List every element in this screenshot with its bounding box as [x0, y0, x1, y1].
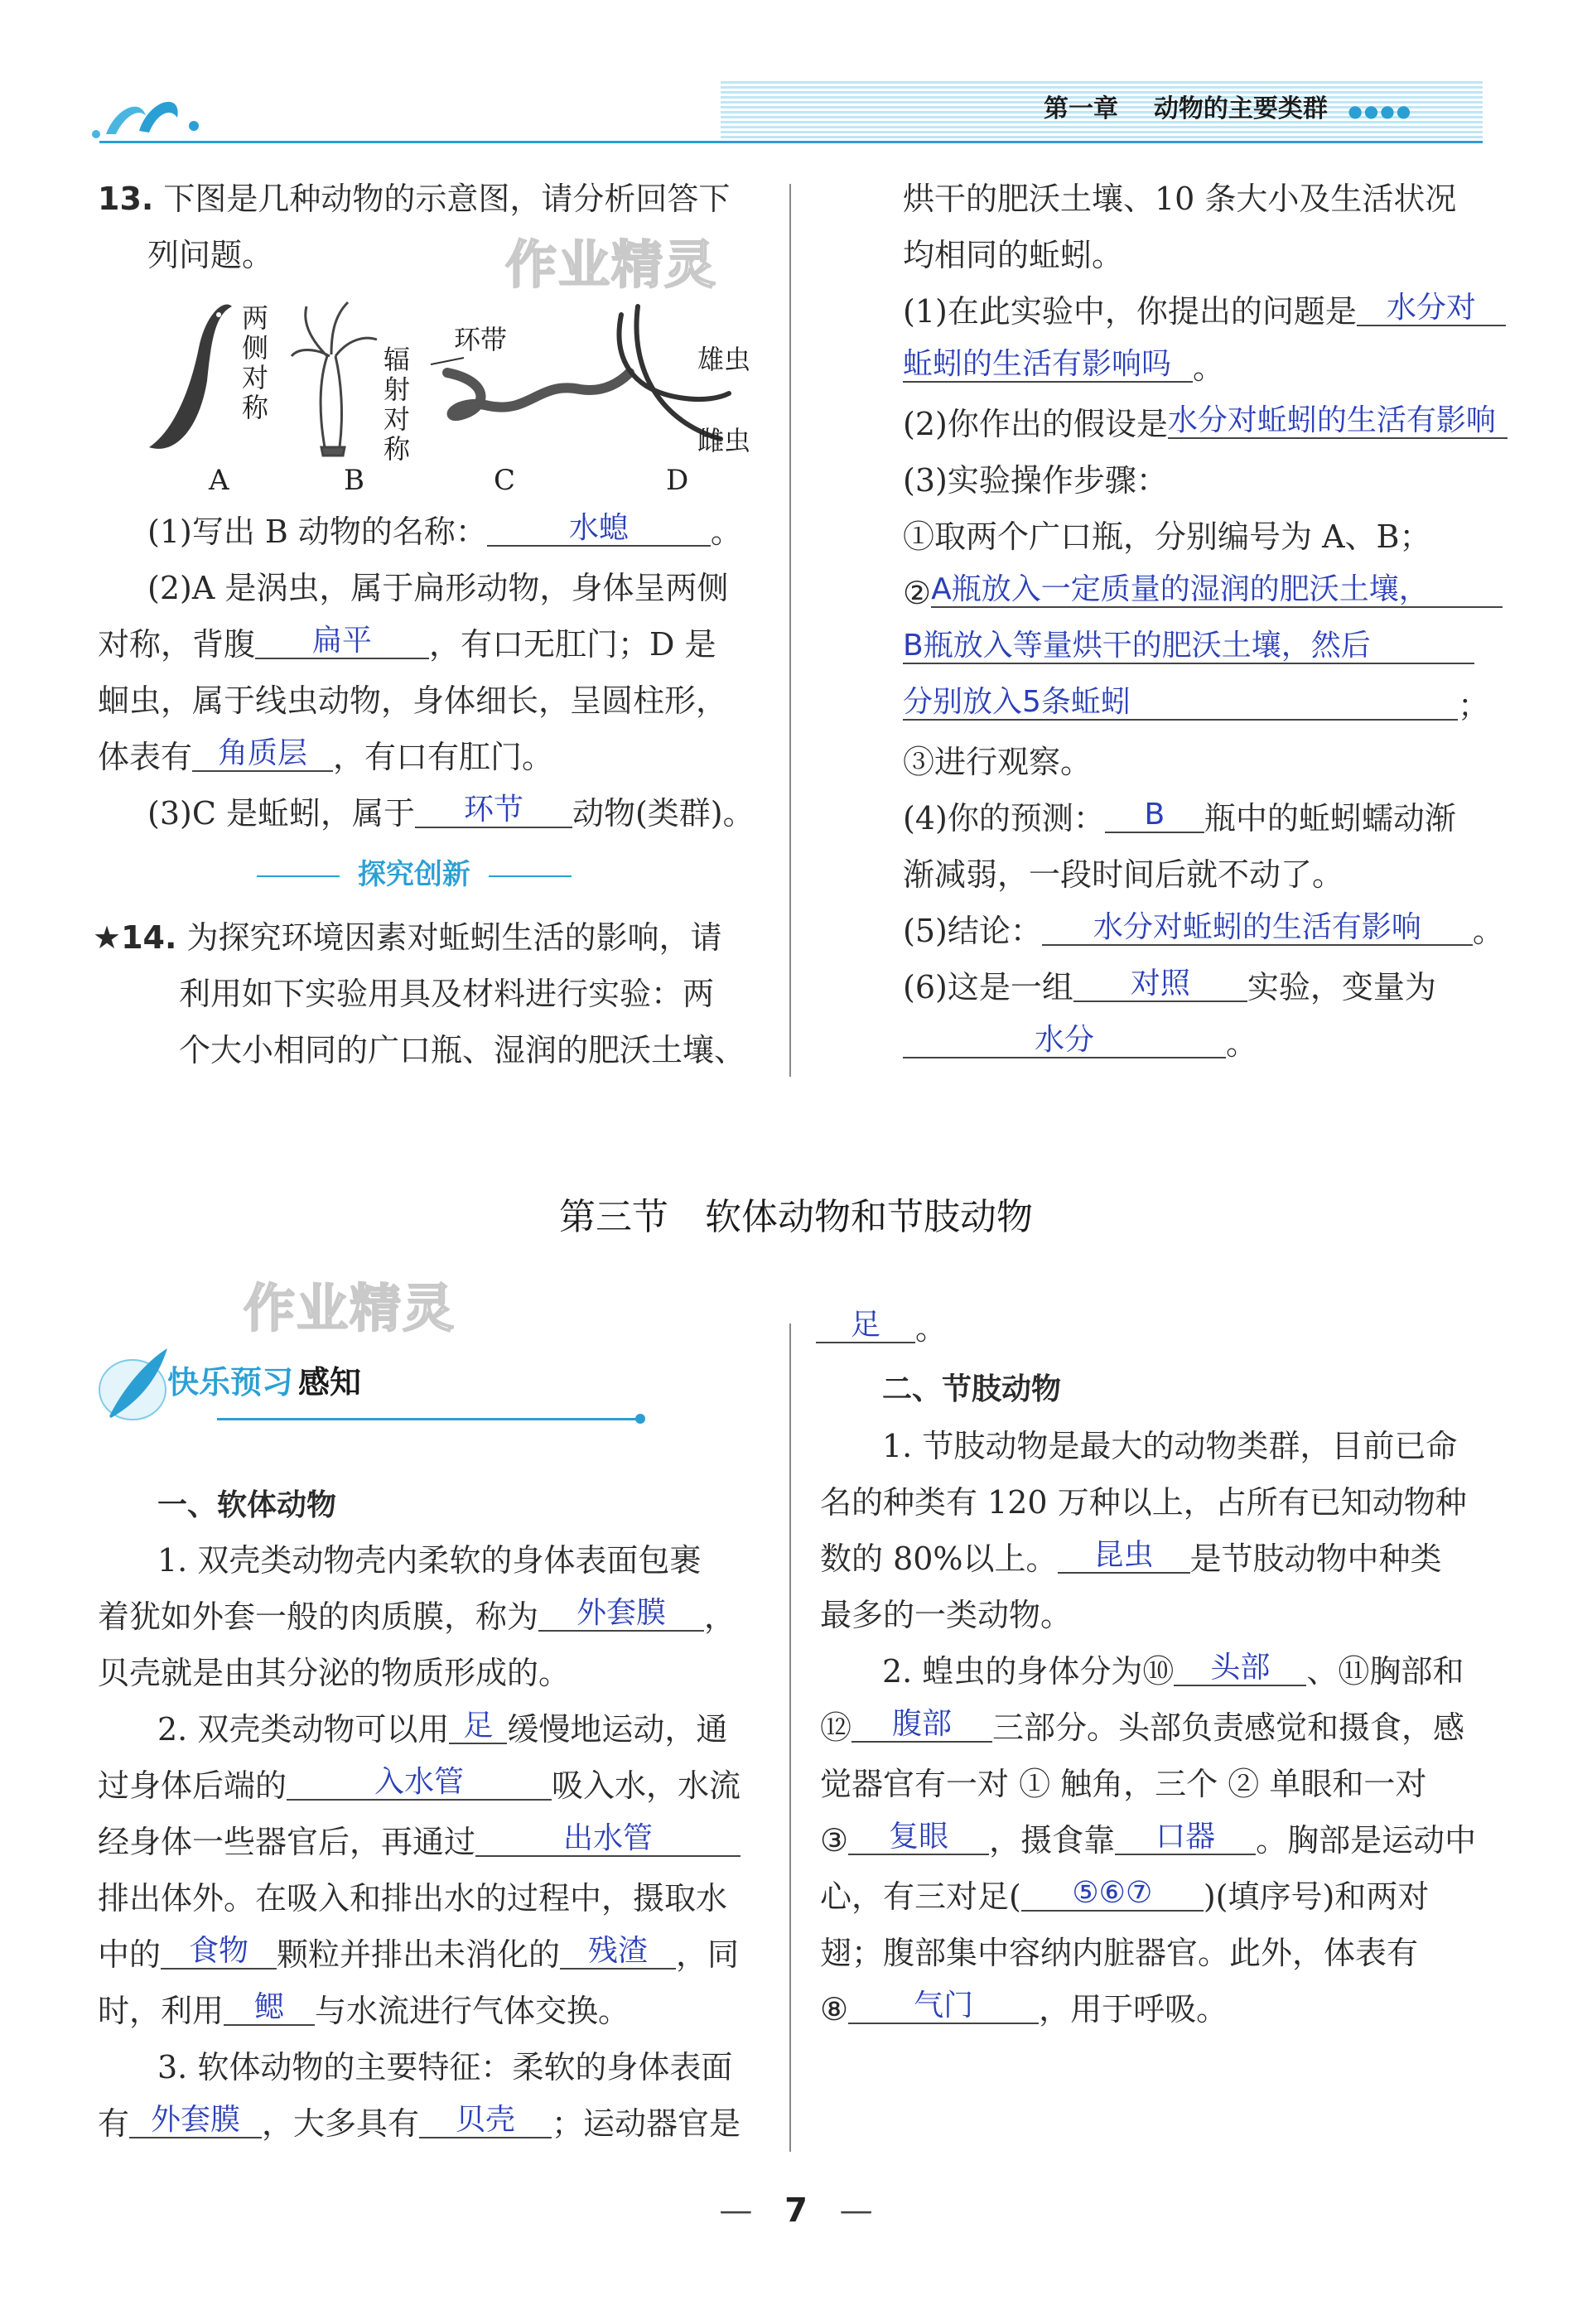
- page-footer: [0, 2190, 1592, 2231]
- q14-s3-step3: ③进行观察。: [903, 744, 1093, 780]
- footer-dash-right: —: [839, 2191, 873, 2230]
- answer-cuticle: 角质层: [192, 737, 333, 772]
- leaf-logo-icon: [91, 83, 215, 142]
- hydra-drawing: [292, 302, 377, 456]
- q14-s2: (2)你作出的假设是水分对蚯蚓的生活有影响: [903, 406, 1508, 444]
- answer-foot: 足: [449, 1709, 507, 1744]
- answer-annelid: 环节: [415, 793, 572, 828]
- chapter-title: 动物的主要类群: [1153, 94, 1328, 123]
- q14-s5: (5)结论： 水分对蚯蚓的生活有影响 。: [903, 910, 1504, 949]
- q14-s1-line2: 蚯蚓的生活有影响吗 。: [903, 347, 1225, 386]
- mollusca-i3-line2: 有 外套膜 ，大多具有 贝壳 ；运动器官是: [98, 2103, 741, 2142]
- q13-part2-line2: 对称，背腹 扁平 ，有口无肛门；D 是: [98, 624, 716, 663]
- mollusca-i3-line1: 3. 软体动物的主要特征：柔软的身体表面: [157, 2049, 733, 2085]
- column-divider-bottom: [789, 1324, 791, 2152]
- answer-compound-eye: 复眼: [848, 1820, 989, 1855]
- answer-legs: ⑤⑥⑦: [1021, 1877, 1204, 1912]
- answer-flat: 扁平: [255, 624, 429, 659]
- figure-note-c: 环带: [454, 324, 508, 355]
- answer-abdomen: 腹部: [851, 1708, 992, 1743]
- banner-rule: [217, 1418, 639, 1420]
- figure-note-d-male: 雄虫: [697, 344, 751, 375]
- q14-s3-step1: ①取两个广口瓶，分别编号为 A、B；: [903, 518, 1431, 555]
- answer-foot-2: 足: [816, 1309, 915, 1343]
- q13-animal-figure: [141, 290, 770, 505]
- mollusca-i2-line5: 中的 食物 颗粒并排出未消化的 残渣 ，同: [98, 1934, 740, 1973]
- mollusca-i1-line3: 贝壳就是由其分泌的物质形成的。: [98, 1655, 571, 1691]
- q13-stem-line1: 13. 下图是几种动物的示意图，请分析回答下: [98, 181, 731, 217]
- answer-step2-c: 分别放入5条蚯蚓: [903, 686, 1458, 721]
- page-header: [91, 80, 1483, 147]
- mollusca-i1-line2: 着犹如外套一般的肉质膜，称为 外套膜 ，: [98, 1596, 736, 1635]
- answer-variable: 水分: [903, 1024, 1226, 1058]
- arthropoda-i2-line3: 觉器官有一对 ① 触角，三个 ② 单眼和一对: [820, 1766, 1427, 1802]
- answer-step2-b: B瓶放入等量烘干的肥沃土壤，然后: [903, 629, 1474, 664]
- answer-control: 对照: [1073, 967, 1247, 1002]
- q14-s3-step2-c: 分别放入5条蚯蚓 ；: [903, 685, 1490, 724]
- q14-line1: ★14. 为探究环境因素对蚯蚓生活的影响，请: [93, 919, 722, 956]
- watermark-top: 作业精灵: [505, 234, 718, 295]
- q13-part2-line1: (2)A 是涡虫，属于扁形动物，身体呈两侧: [147, 570, 729, 606]
- answer-insect: 昆虫: [1058, 1539, 1190, 1574]
- answer-step2-a: A瓶放入一定质量的湿润的肥沃土壤，: [931, 573, 1503, 608]
- footer-dash-left: —: [719, 2191, 753, 2230]
- q13-part2-line3: 蛔虫，属于线虫动物，身体细长，呈圆柱形，: [98, 682, 728, 719]
- answer-prediction: B: [1105, 798, 1204, 833]
- figure-label-d: D: [666, 464, 689, 497]
- q14-right-line2: 均相同的蚯蚓。: [903, 237, 1124, 273]
- mollusca-heading: 一、软体动物: [157, 1488, 337, 1522]
- answer-gill: 鳃: [224, 1991, 315, 2026]
- q14-s6-line2: 水分 。: [903, 1025, 1257, 1063]
- flatworm-drawing: [149, 304, 232, 448]
- watermark-mid: 作业精灵: [244, 1278, 456, 1338]
- mollusca-i2-line3: 经身体一些器官后，再通过 出水管: [98, 1824, 741, 1862]
- banner-part2: 感知: [298, 1364, 362, 1401]
- section-title: 第三节 软体动物和节肢动物: [559, 1196, 1033, 1238]
- preview-banner: [93, 1342, 639, 1425]
- q14-s6: (6)这是一组 对照 实验，变量为: [903, 967, 1436, 1005]
- chapter-label: [1044, 91, 1412, 129]
- mollusca-i2-line2: 过身体后端的 入水管 吸入水，水流: [98, 1765, 741, 1804]
- q14-s4: (4)你的预测： B 瓶中的蚯蚓蠕动渐: [903, 798, 1456, 837]
- figure-label-c: C: [494, 464, 516, 497]
- page-number: 7: [784, 2191, 808, 2230]
- answer-spiracle: 气门: [848, 1989, 1039, 2024]
- answer-question-a: 水分对: [1357, 292, 1506, 326]
- mollusca-i3-continued: 足 。: [816, 1310, 947, 1348]
- q13-stem-line2: 列问题。: [147, 237, 274, 273]
- q14-line3: 个大小相同的广口瓶、湿润的肥沃土壤、: [179, 1032, 746, 1068]
- arthropoda-i1-line1: 1. 节肢动物是最大的动物类群，目前已命: [882, 1428, 1458, 1464]
- answer-outlet: 出水管: [475, 1822, 741, 1857]
- q14-s3: (3)实验操作步骤：: [903, 462, 1168, 499]
- banner-dot: [635, 1414, 645, 1424]
- mollusca-i2-line1: 2. 双壳类动物可以用 足 缓慢地运动，通: [157, 1709, 728, 1748]
- q14-s4-line2: 渐减弱，一段时间后就不动了。: [903, 856, 1344, 893]
- q14-s3-step2-b: [903, 631, 1474, 669]
- q13-part1: (1)写出 B 动物的名称： 水螅 。: [147, 511, 742, 550]
- mollusca-i1-line1: 1. 双壳类动物壳内柔软的身体表面包裹: [157, 1542, 702, 1579]
- earthworm-drawing: [447, 373, 630, 416]
- header-rule: [99, 141, 1483, 143]
- q14-s3-step2-a: ②A瓶放入一定质量的湿润的肥沃土壤，: [903, 575, 1503, 613]
- explore-heading: 探究创新: [257, 856, 572, 893]
- figure-label-b: B: [344, 464, 364, 497]
- arthropoda-i1-line2: 名的种类有 120 万种以上，占所有已知动物种: [820, 1484, 1467, 1521]
- arthropoda-i2-line4: ③ 复眼 ，摄食靠 口器 。胸部是运动中: [820, 1820, 1477, 1859]
- arthropoda-i2-line1: 2. 蝗虫的身体分为⑩ 头部 、⑪胸部和: [882, 1651, 1464, 1690]
- figure-note-d-female: 雌虫: [697, 425, 751, 456]
- q13-number: 13.: [98, 181, 154, 217]
- figure-note-b: 辐射对称: [384, 344, 411, 465]
- figure-note-a: 两侧对称: [242, 302, 269, 423]
- answer-hypothesis: 水分对蚯蚓的生活有影响: [1168, 404, 1508, 439]
- answer-mantle-2: 外套膜: [129, 2104, 262, 2138]
- answer-question-b: 蚯蚓的生活有影响吗: [903, 348, 1193, 383]
- arthropoda-i2-line6: 翅；腹部集中容纳内脏器官。此外，体表有: [820, 1935, 1419, 1971]
- arthropoda-i2-line5: 心，有三对足( ⑤⑥⑦ )(填序号)和两对: [820, 1876, 1430, 1915]
- answer-inlet: 入水管: [287, 1766, 552, 1801]
- chapter-number: 第一章: [1044, 94, 1118, 123]
- q14-line2: 利用如下实验用具及材料进行实验：两: [179, 976, 715, 1012]
- answer-shell: 贝壳: [419, 2104, 552, 2138]
- q13-part2-line4: 体表有 角质层 ，有口有肛门。: [98, 736, 554, 775]
- figure-label-a: A: [209, 464, 229, 497]
- arthropoda-i2-line2: ⑫ 腹部 三部分。头部负责感觉和摄食，感: [820, 1707, 1465, 1746]
- answer-food: 食物: [161, 1935, 277, 1970]
- header-dots: ●●●●: [1348, 101, 1413, 121]
- answer-residue: 残渣: [560, 1935, 676, 1970]
- mollusca-i2-line4: 排出体外。在吸入和排出水的过程中，摄取水: [98, 1880, 728, 1917]
- q14-s1-line1: (1)在此实验中，你提出的问题是 水分对: [903, 293, 1506, 331]
- banner-part1: 快乐预习: [167, 1364, 294, 1401]
- column-divider-top: [789, 184, 791, 1077]
- answer-conclusion: 水分对蚯蚓的生活有影响: [1042, 911, 1473, 946]
- q13-part3: (3)C 是蚯蚓，属于 环节 动物(类群)。: [147, 793, 755, 832]
- arthropoda-i2-line7: ⑧ 气门 ，用于呼吸。: [820, 1989, 1228, 2027]
- arthropoda-i1-line3: 数的 80%以上。 昆虫 是节肢动物中种类: [820, 1538, 1442, 1577]
- arthropoda-i1-line4: 最多的一类动物。: [820, 1597, 1073, 1633]
- answer-head: 头部: [1174, 1651, 1306, 1686]
- q14-right-line1: 烘干的肥沃土壤、10 条大小及生活状况: [903, 181, 1457, 217]
- mollusca-i2-line6: 时，利用 鳃 与水流进行气体交换。: [98, 1990, 630, 2029]
- answer-mantle: 外套膜: [538, 1597, 704, 1632]
- arthropoda-heading: 二、节肢动物: [882, 1372, 1062, 1406]
- answer-mouthparts: 口器: [1115, 1820, 1256, 1855]
- answer-b-name: 水螅: [487, 512, 711, 547]
